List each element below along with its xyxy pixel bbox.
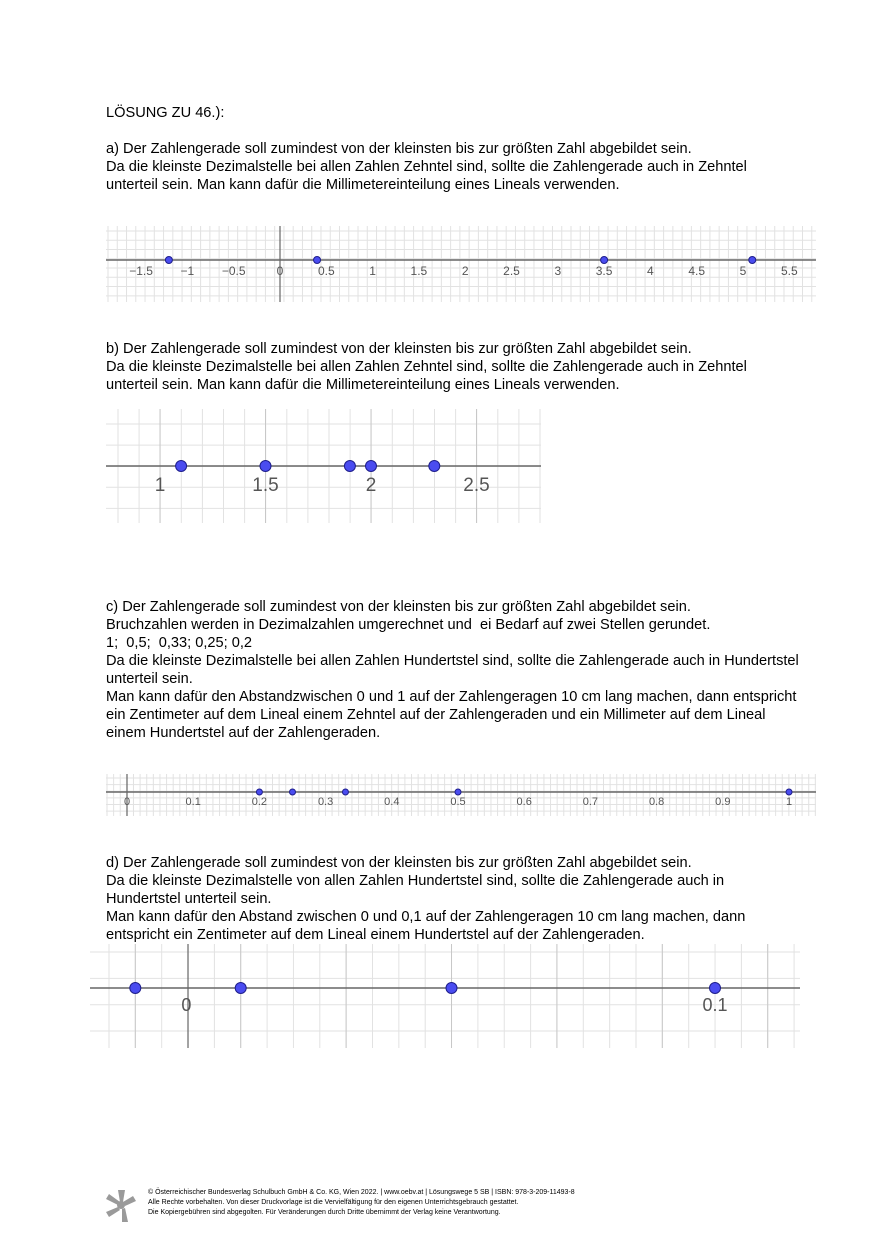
tick-label: 0.7 <box>582 796 599 808</box>
tick-label: 3 <box>554 264 562 278</box>
data-point <box>260 461 271 472</box>
tick-label: 3.5 <box>595 264 613 278</box>
data-point <box>176 461 187 472</box>
tick-label: 0.5 <box>317 264 335 278</box>
number-line-c <box>106 774 816 816</box>
tick-label: 1.5 <box>252 475 279 496</box>
part-a-line: unterteil sein. Man kann dafür die Millimetereinteilung eines Lineals verwenden. <box>106 177 620 193</box>
part-d-text <box>106 854 745 944</box>
tick-label: −1 <box>180 264 195 278</box>
tick-label: 5.5 <box>780 264 798 278</box>
tick-label: 5 <box>739 264 747 278</box>
tick-label: 1 <box>785 796 793 808</box>
part-b-line: unterteil sein. Man kann dafür die Millimetereinteilung eines Lineals verwenden. <box>106 377 620 393</box>
tick-label: 0.1 <box>185 796 201 808</box>
data-point <box>314 257 321 264</box>
tick-label: 4.5 <box>688 264 706 278</box>
tick-label: 0.2 <box>251 796 268 808</box>
data-point <box>446 983 457 994</box>
number-line-c-svg <box>106 774 816 816</box>
data-point <box>344 461 355 472</box>
part-c-line: ein Zentimeter auf dem Lineal einem Zehntel auf der Zahlengeraden und ein Millimeter auf dem Lineal <box>106 707 766 723</box>
number-line-a <box>106 226 816 302</box>
tick-label: 2 <box>365 475 377 496</box>
part-c-text <box>106 598 799 742</box>
tick-label: 1.5 <box>410 264 428 278</box>
part-c-line: 1; 0,5; 0,33; 0,25; 0,2 <box>106 635 253 651</box>
part-d-line: Hundertstel unterteil sein. <box>106 891 272 907</box>
footer-line: Die Kopiergebühren sind abgegolten. Für Veränderungen durch Dritte übernimmt der Verlag keine Verantwortung. <box>148 1209 501 1216</box>
tick-label: −1.5 <box>129 264 153 278</box>
data-point <box>235 983 246 994</box>
tick-label: 0 <box>276 264 284 278</box>
data-point <box>710 983 721 994</box>
part-a-line: Da die kleinste Dezimalstelle bei allen Zahlen Zehntel sind, sollte die Zahlengerade auch in Zehntel <box>106 159 747 175</box>
part-b-text <box>106 340 747 394</box>
data-point <box>290 789 296 795</box>
tick-label: 2.5 <box>463 475 490 496</box>
tick-label: 2.5 <box>503 264 520 278</box>
tick-label: 1 <box>369 264 376 278</box>
number-line-d-svg <box>90 944 800 1048</box>
data-point <box>429 461 440 472</box>
data-point <box>786 789 792 795</box>
heading <box>106 104 224 122</box>
number-line-a-svg <box>106 226 816 302</box>
tick-label: 0.5 <box>450 796 466 808</box>
number-line-b-svg <box>106 409 541 523</box>
part-b-line: b) Der Zahlengerade soll zumindest von der kleinsten bis zur größten Zahl abgebildet sein. <box>106 341 692 357</box>
part-b-line: Da die kleinste Dezimalstelle bei allen Zahlen Zehntel sind, sollte die Zahlengerade auch in Zehntel <box>106 359 747 375</box>
tick-label: 1 <box>154 475 166 496</box>
part-c-line: Man kann dafür den Abstandzwischen 0 und 1 auf der Zahlengeragen 10 cm lang machen, dann entspricht <box>106 689 797 705</box>
tick-label: 0 <box>181 995 192 1015</box>
part-d-line: d) Der Zahlengerade soll zumindest von der kleinsten bis zur größten Zahl abgebildet sein. <box>106 855 692 871</box>
part-c-line: Bruchzahlen werden in Dezimalzahlen umgerechnet und ei Bedarf auf zwei Stellen gerundet. <box>106 617 711 633</box>
part-c-line: einem Hundertstel auf der Zahlengeraden. <box>106 725 381 741</box>
tick-label: 0.8 <box>648 796 665 808</box>
footer-text <box>148 1188 575 1218</box>
data-point <box>342 789 348 795</box>
data-point <box>366 461 377 472</box>
data-point <box>130 983 141 994</box>
tick-label: 0.4 <box>384 796 400 808</box>
part-d-line: Man kann dafür den Abstand zwischen 0 und 0,1 auf der Zahlengeragen 10 cm lang machen, dann <box>106 909 746 925</box>
tick-label: −0.5 <box>221 264 246 278</box>
part-c-line: Da die kleinste Dezimalstelle bei allen Zahlen Hundertstel sind, sollte die Zahlengerade auch in Hundertstel <box>106 653 799 669</box>
data-point <box>256 789 262 795</box>
data-point <box>165 257 172 264</box>
tick-label: 0 <box>123 796 131 808</box>
part-a-line: a) Der Zahlengerade soll zumindest von der kleinsten bis zur größten Zahl abgebildet sein. <box>106 141 692 157</box>
data-point <box>601 257 608 264</box>
footer-line: © Österreichischer Bundesverlag Schulbuch GmbH & Co. KG, Wien 2022. | www.oebv.at | Lösungswege 5 SB | ISBN: 978-3-209-11493-8 <box>148 1189 575 1196</box>
heading-text: LÖSUNG ZU 46.): <box>106 105 225 121</box>
footer-line: Alle Rechte vorbehalten. Von dieser Druckvorlage ist die Vervielfältigung für den eigenen Unterrichtsgebrauch gestattet. <box>148 1199 519 1206</box>
tick-label: 2 <box>461 264 469 278</box>
part-a-text <box>106 140 747 194</box>
part-c-line: unterteil sein. <box>106 671 193 687</box>
tick-label: 0.6 <box>516 796 532 808</box>
data-point <box>749 257 756 264</box>
tick-label: 0.1 <box>702 995 728 1015</box>
part-c-line: c) Der Zahlengerade soll zumindest von der kleinsten bis zur größten Zahl abgebildet sein. <box>106 599 691 615</box>
part-d-line: Da die kleinste Dezimalstelle von allen Zahlen Hundertstel sind, sollte die Zahlengerade auch in <box>106 873 725 889</box>
tick-label: 0.9 <box>715 796 731 808</box>
number-line-b <box>106 409 541 523</box>
data-point <box>455 789 461 795</box>
footer <box>106 1188 826 1228</box>
number-line-d <box>90 944 800 1048</box>
tick-label: 0.3 <box>317 796 334 808</box>
part-d-line: entspricht ein Zentimeter auf dem Lineal einem Hundertstel auf der Zahlengeraden. <box>106 927 645 943</box>
tick-label: 4 <box>647 264 654 278</box>
publisher-logo-icon <box>106 1190 136 1222</box>
